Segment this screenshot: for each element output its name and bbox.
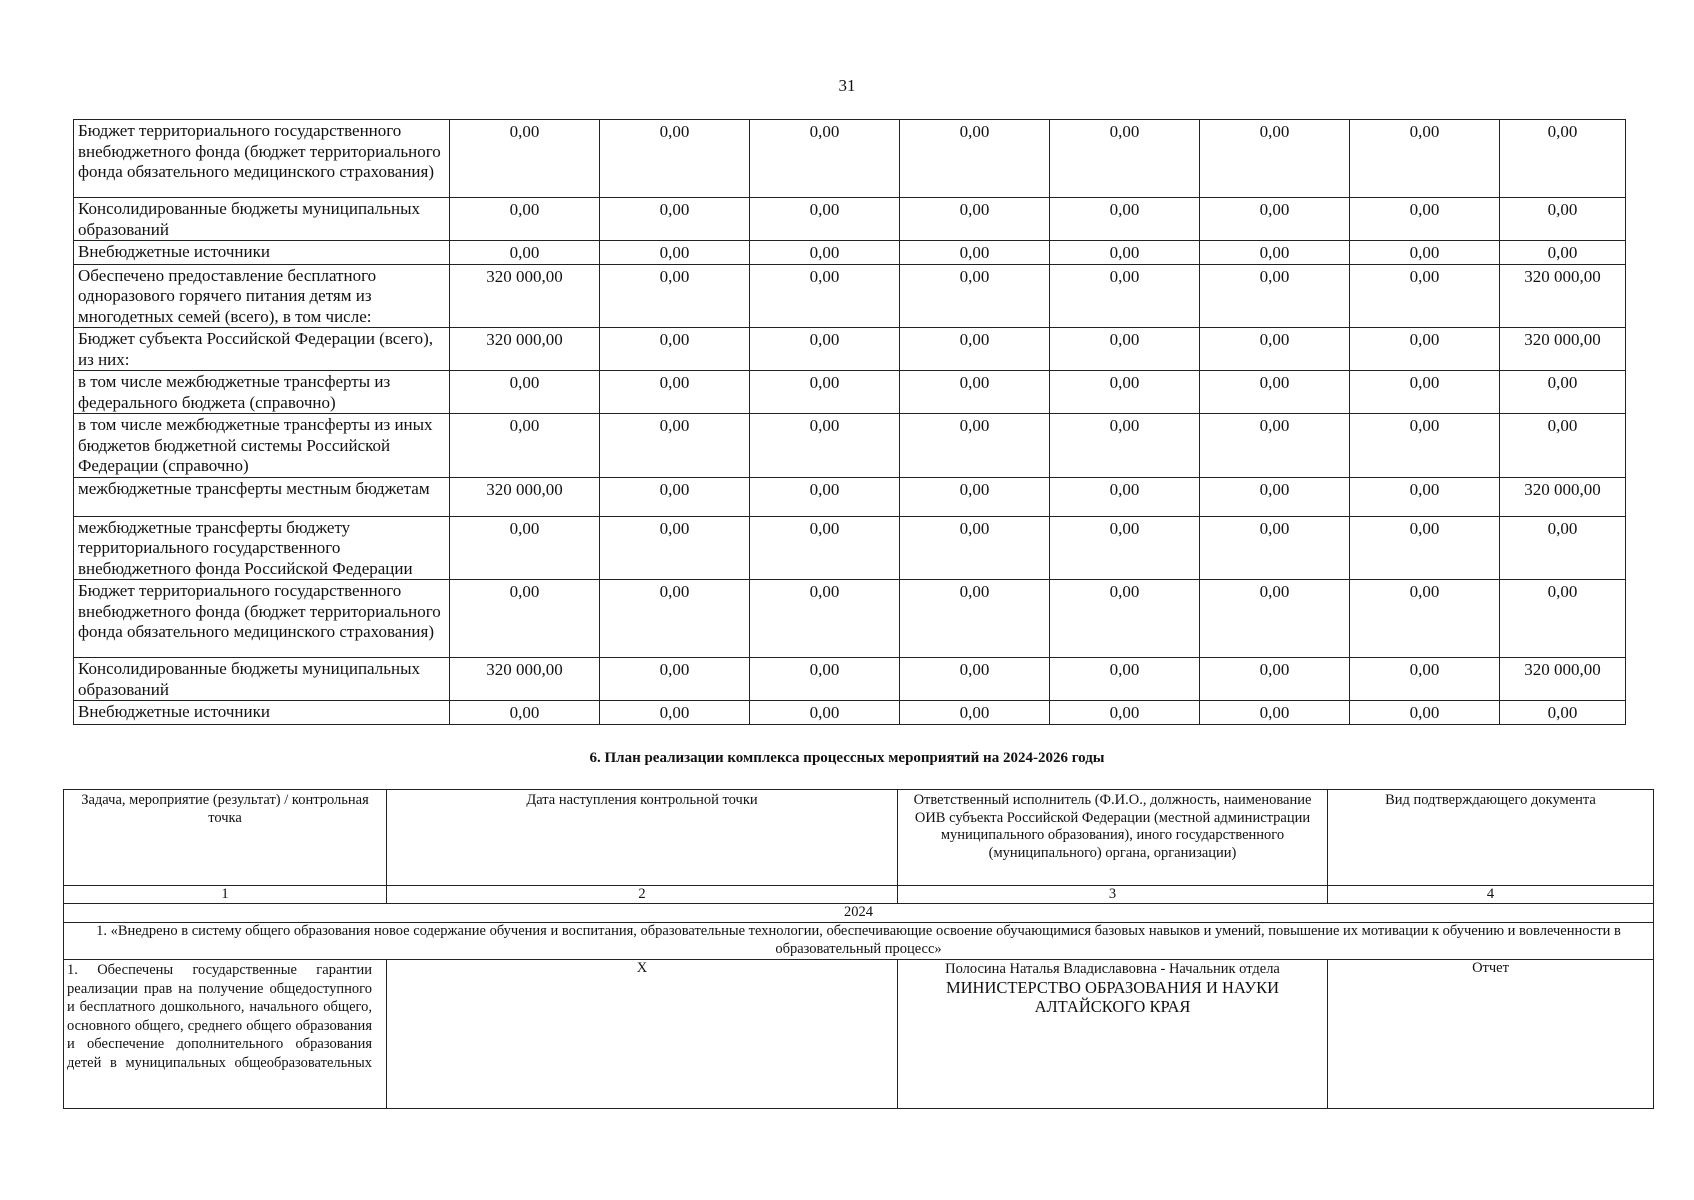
budget-value-cell: 0,00 (450, 414, 600, 478)
budget-value-cell: 0,00 (600, 701, 750, 725)
budget-value-cell: 0,00 (1350, 120, 1500, 198)
budget-row-label: в том числе межбюджетные трансферты из федерального бюджета (справочно) (74, 371, 450, 414)
budget-value-cell: 0,00 (600, 580, 750, 658)
budget-value-cell: 0,00 (900, 701, 1050, 725)
budget-value-cell: 0,00 (600, 414, 750, 478)
budget-value-cell: 0,00 (1350, 414, 1500, 478)
budget-value-cell: 0,00 (1350, 264, 1500, 328)
budget-value-cell: 0,00 (1050, 241, 1200, 265)
budget-value-cell: 0,00 (750, 198, 900, 241)
budget-row (74, 701, 1626, 725)
budget-value-cell: 0,00 (1350, 198, 1500, 241)
budget-value-cell: 0,00 (750, 371, 900, 414)
budget-value-cell: 0,00 (600, 198, 750, 241)
budget-value-cell: 0,00 (1200, 241, 1350, 265)
budget-value-cell: 0,00 (1200, 120, 1350, 198)
budget-value-cell: 0,00 (1050, 264, 1200, 328)
budget-row-label: Внебюджетные источники (74, 701, 450, 725)
budget-value-cell: 0,00 (900, 264, 1050, 328)
budget-value-cell: 320 000,00 (1500, 658, 1626, 701)
budget-row-label: Консолидированные бюджеты муниципальных образований (74, 198, 450, 241)
budget-value-cell: 0,00 (1050, 371, 1200, 414)
budget-value-cell: 0,00 (900, 580, 1050, 658)
budget-row-label: Бюджет территориального государственного внебюджетного фонда (бюджет территориального фонда обязательного медицинского страхования) (74, 580, 450, 658)
budget-value-cell: 0,00 (750, 477, 900, 516)
budget-value-cell: 0,00 (1500, 701, 1626, 725)
budget-value-cell: 0,00 (1200, 264, 1350, 328)
section-title: 6. План реализации комплекса процессных мероприятий на 2024-2026 годы (589, 750, 1105, 766)
budget-value-cell: 0,00 (1200, 516, 1350, 580)
budget-value-cell: 0,00 (900, 328, 1050, 371)
budget-value-cell: 0,00 (750, 580, 900, 658)
budget-row (74, 120, 1626, 198)
executor-person: Полосина Наталья Владиславовна - Начальник отдела (945, 961, 1280, 977)
header-executor: Ответственный исполнитель (Ф.И.О., должность, наименование ОИВ субъекта Российской Федерации (местной администрации муниципального образования), иного государственного (муниципального) органа, организации) (898, 790, 1328, 886)
budget-row (74, 477, 1626, 516)
header-date: Дата наступления контрольной точки (387, 790, 898, 886)
budget-value-cell: 0,00 (1200, 328, 1350, 371)
budget-value-cell: 0,00 (1500, 371, 1626, 414)
budget-value-cell: 320 000,00 (450, 264, 600, 328)
budget-value-cell: 0,00 (900, 477, 1050, 516)
budget-value-cell: 0,00 (450, 371, 600, 414)
budget-value-cell: 0,00 (1200, 580, 1350, 658)
budget-value-cell: 0,00 (600, 516, 750, 580)
budget-value-cell: 0,00 (600, 477, 750, 516)
budget-value-cell: 0,00 (1050, 477, 1200, 516)
budget-row-label: Обеспечено предоставление бесплатного одноразового горячего питания детям из многодетных семей (всего), в том числе: (74, 264, 450, 328)
budget-value-cell: 0,00 (1350, 241, 1500, 265)
budget-row-label: Бюджет территориального государственного внебюджетного фонда (бюджет территориального фонда обязательного медицинского страхования) (74, 120, 450, 198)
year-label: 2024 (64, 904, 1654, 923)
budget-value-cell: 320 000,00 (1500, 264, 1626, 328)
budget-value-cell: 0,00 (450, 580, 600, 658)
item-description: 1. Обеспечены государственные гарантии реализации прав на получение общедоступного и бесплатного дошкольного, начального общего, основного общего, среднего общего образования и обеспечение дополнительного образования детей в муниципальных общеобразовательных (64, 960, 387, 1109)
budget-value-cell: 0,00 (750, 516, 900, 580)
budget-value-cell: 320 000,00 (450, 477, 600, 516)
budget-value-cell: 0,00 (750, 658, 900, 701)
header-task: Задача, мероприятие (результат) / контрольная точка (64, 790, 387, 886)
budget-row (74, 658, 1626, 701)
budget-value-cell: 0,00 (600, 328, 750, 371)
budget-value-cell: 0,00 (1500, 516, 1626, 580)
budget-value-cell: 0,00 (750, 120, 900, 198)
budget-value-cell: 0,00 (900, 371, 1050, 414)
budget-value-cell: 0,00 (1350, 658, 1500, 701)
budget-value-cell: 0,00 (1050, 580, 1200, 658)
budget-row (74, 241, 1626, 265)
column-number: 3 (898, 886, 1328, 904)
plan-item-row (64, 960, 1654, 1109)
year-row (64, 904, 1654, 923)
budget-value-cell: 0,00 (1200, 198, 1350, 241)
budget-value-cell: 0,00 (1050, 328, 1200, 371)
budget-value-cell: 0,00 (1050, 198, 1200, 241)
budget-value-cell: 0,00 (1050, 120, 1200, 198)
budget-value-cell: 0,00 (1500, 198, 1626, 241)
budget-value-cell: 0,00 (1500, 580, 1626, 658)
page-number: 31 (838, 76, 856, 95)
budget-value-cell: 0,00 (900, 120, 1050, 198)
item-date: X (387, 960, 898, 1109)
budget-value-cell: 0,00 (750, 264, 900, 328)
budget-value-cell: 0,00 (900, 516, 1050, 580)
budget-value-cell: 320 000,00 (1500, 328, 1626, 371)
plan-table (63, 789, 1654, 1109)
budget-value-cell: 0,00 (1200, 701, 1350, 725)
column-number: 2 (387, 886, 898, 904)
column-number: 4 (1328, 886, 1654, 904)
budget-value-cell: 0,00 (900, 198, 1050, 241)
budget-value-cell: 0,00 (900, 658, 1050, 701)
budget-row (74, 516, 1626, 580)
budget-value-cell: 0,00 (1200, 477, 1350, 516)
budget-value-cell: 0,00 (1350, 516, 1500, 580)
budget-row (74, 371, 1626, 414)
budget-value-cell: 0,00 (1200, 371, 1350, 414)
budget-value-cell: 0,00 (450, 516, 600, 580)
budget-value-cell: 0,00 (750, 414, 900, 478)
column-numbers-row (64, 886, 1654, 904)
budget-value-cell: 0,00 (600, 120, 750, 198)
budget-table (73, 119, 1626, 725)
budget-row-label: Консолидированные бюджеты муниципальных образований (74, 658, 450, 701)
item-document: Отчет (1328, 960, 1654, 1109)
task-row (64, 923, 1654, 960)
budget-value-cell: 0,00 (1500, 241, 1626, 265)
budget-row (74, 264, 1626, 328)
budget-value-cell: 0,00 (900, 414, 1050, 478)
budget-value-cell: 0,00 (1200, 414, 1350, 478)
budget-value-cell: 0,00 (750, 241, 900, 265)
header-document: Вид подтверждающего документа (1328, 790, 1654, 886)
budget-row (74, 328, 1626, 371)
budget-value-cell: 0,00 (1350, 701, 1500, 725)
budget-row-label: межбюджетные трансферты бюджету территориального государственного внебюджетного фонда Российской Федерации (74, 516, 450, 580)
budget-value-cell: 0,00 (1200, 658, 1350, 701)
budget-value-cell: 0,00 (600, 658, 750, 701)
budget-value-cell: 0,00 (900, 241, 1050, 265)
budget-value-cell: 0,00 (1500, 120, 1626, 198)
budget-value-cell: 0,00 (750, 328, 900, 371)
budget-value-cell: 320 000,00 (450, 658, 600, 701)
budget-value-cell: 0,00 (1350, 477, 1500, 516)
budget-value-cell: 0,00 (450, 241, 600, 265)
budget-value-cell: 0,00 (750, 701, 900, 725)
item-executor (898, 960, 1328, 1109)
budget-row (74, 198, 1626, 241)
task-text: 1. «Внедрено в систему общего образования новое содержание обучения и воспитания, образовательные технологии, обеспечивающие освоение обучающимися базовых навыков и умений, повышение их мотивации к обучению и вовлеченности в образовательный процесс» (64, 923, 1654, 960)
budget-value-cell: 0,00 (450, 120, 600, 198)
budget-row (74, 414, 1626, 478)
budget-row-label: межбюджетные трансферты местным бюджетам (74, 477, 450, 516)
budget-value-cell: 320 000,00 (450, 328, 600, 371)
budget-value-cell: 0,00 (1050, 414, 1200, 478)
budget-value-cell: 320 000,00 (1500, 477, 1626, 516)
column-number: 1 (64, 886, 387, 904)
budget-value-cell: 0,00 (1500, 414, 1626, 478)
budget-row-label: Внебюджетные источники (74, 241, 450, 265)
budget-value-cell: 0,00 (1350, 328, 1500, 371)
budget-value-cell: 0,00 (450, 701, 600, 725)
budget-value-cell: 0,00 (600, 371, 750, 414)
budget-row-label: Бюджет субъекта Российской Федерации (всего), из них: (74, 328, 450, 371)
budget-row-label: в том числе межбюджетные трансферты из иных бюджетов бюджетной системы Российской Федерации (справочно) (74, 414, 450, 478)
budget-value-cell: 0,00 (1050, 701, 1200, 725)
plan-header-row (64, 790, 1654, 886)
budget-value-cell: 0,00 (450, 198, 600, 241)
budget-value-cell: 0,00 (1050, 658, 1200, 701)
budget-value-cell: 0,00 (600, 241, 750, 265)
budget-value-cell: 0,00 (1350, 580, 1500, 658)
budget-value-cell: 0,00 (600, 264, 750, 328)
budget-value-cell: 0,00 (1050, 516, 1200, 580)
budget-value-cell: 0,00 (1350, 371, 1500, 414)
budget-row (74, 580, 1626, 658)
executor-organization: МИНИСТЕРСТВО ОБРАЗОВАНИЯ И НАУКИ АЛТАЙСКОГО КРАЯ (945, 978, 1280, 1016)
